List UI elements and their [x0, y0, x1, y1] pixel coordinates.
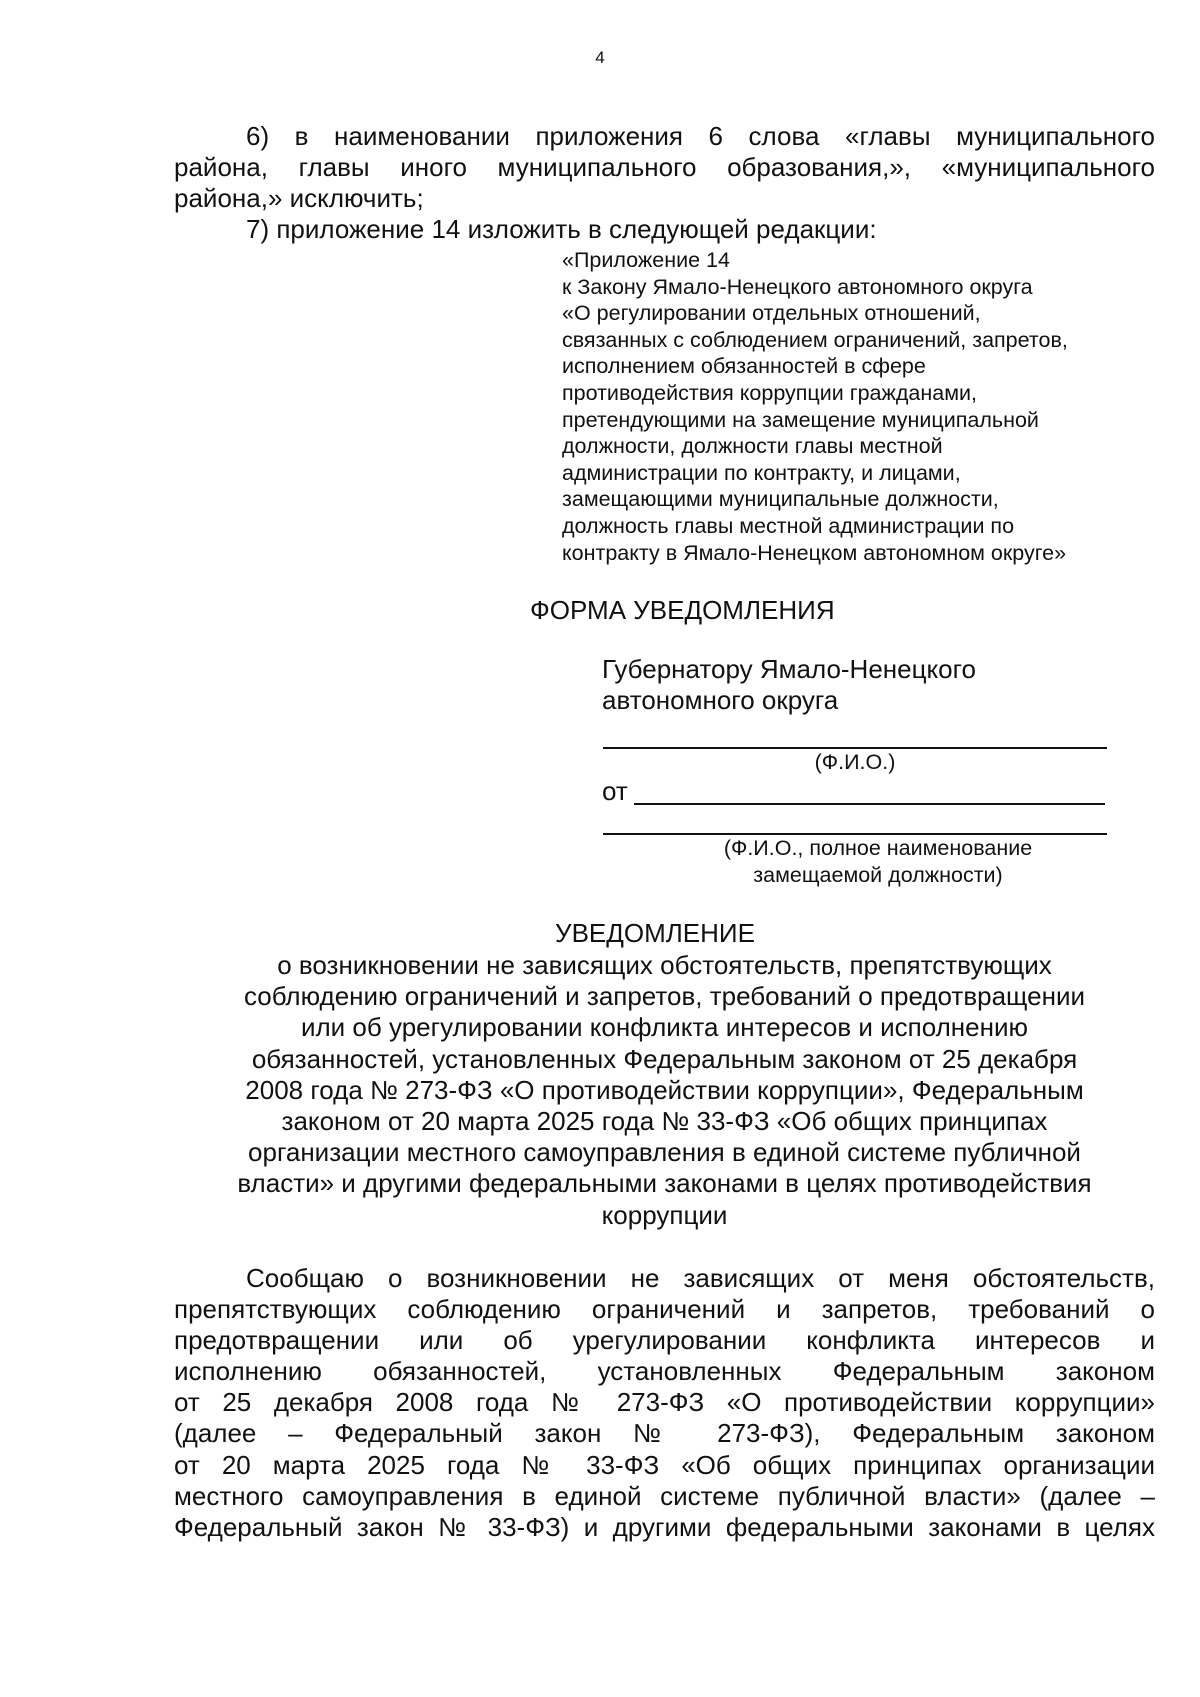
- notice-subtitle-line: коррупции: [601, 1199, 728, 1230]
- item-7-paragraph: [174, 214, 1155, 245]
- body-paragraph: [174, 1263, 1155, 1543]
- appendix-header-line: претендующими на замещение муниципальной: [562, 407, 1039, 432]
- body-line: (далее – Федеральный закон № 273-ФЗ), Федеральным законом: [174, 1418, 1155, 1449]
- body-line: местного самоуправления в единой системе публичной власти» (далее –: [174, 1480, 1155, 1511]
- fio-caption: (Ф.И.О.): [814, 750, 896, 774]
- body-line: предотвращении или об урегулировании конфликта интересов и: [174, 1325, 1155, 1356]
- appendix-header-line: «Приложение 14: [562, 248, 730, 272]
- page-number: 4: [595, 48, 605, 67]
- notice-subtitle-line: организации местного самоуправления в единой системе публичной: [248, 1137, 1081, 1168]
- body-line: от 20 марта 2025 года № 33-ФЗ «Об общих принципах организации: [174, 1449, 1155, 1480]
- item-6-line: района,» исключить;: [174, 183, 424, 213]
- addressee-line: автономного округа: [602, 685, 839, 715]
- appendix-header-line: связанных с соблюдением ограничений, запретов,: [562, 327, 1068, 352]
- appendix-header: [562, 247, 1182, 566]
- notice-subtitle: [174, 950, 1155, 1231]
- notice-subtitle-line: соблюдению ограничений и запретов, требований о предотвращении: [243, 981, 1086, 1012]
- appendix-header-line: должности, должности главы местной: [562, 434, 943, 459]
- body-line: от 25 декабря 2008 года № 273-ФЗ «О противодействии коррупции»: [174, 1387, 1155, 1418]
- notice-subtitle-line: обязанностей, установленных Федеральным законом от 25 декабря: [251, 1043, 1078, 1074]
- notice-title: УВЕДОМЛЕНИЕ: [555, 918, 755, 948]
- from-signature-line: [634, 803, 1105, 805]
- body-line: препятствующих соблюдению ограничений и запретов, требований о: [174, 1294, 1155, 1325]
- appendix-header-line: должность главы местной администрации по: [562, 513, 1015, 538]
- body-line: исполнению обязанностей, установленных Федеральным законом: [174, 1356, 1155, 1387]
- from-label: от: [602, 776, 628, 806]
- appendix-header-line: администрации по контракту, и лицами,: [562, 460, 961, 485]
- notice-subtitle-line: о возникновении не зависящих обстоятельств, препятствующих: [277, 950, 1052, 980]
- notice-subtitle-line: или об урегулировании конфликта интересов и исполнению: [300, 1012, 1029, 1043]
- body-line: Сообщаю о возникновении не зависящих от меня обстоятельств,: [246, 1263, 1155, 1293]
- form-title: ФОРМА УВЕДОМЛЕНИЯ: [530, 595, 835, 625]
- notice-subtitle-line: власти» и другими федеральными законами в целях противодействия: [237, 1168, 1092, 1199]
- body-line: Федеральный закон № 33-ФЗ) и другими федеральными законами в целях: [174, 1511, 1155, 1542]
- appendix-header-line: контракту в Ямало-Ненецком автономном округе»: [562, 540, 1067, 565]
- position-caption-line: (Ф.И.О., полное наименование: [723, 836, 1033, 860]
- item-7-line: 7) приложение 14 изложить в следующей редакции:: [246, 214, 877, 244]
- appendix-header-line: исполнением обязанностей в сфере: [562, 354, 926, 379]
- appendix-header-line: к Закону Ямало-Ненецкого автономного округа: [562, 274, 1033, 299]
- addressee-line: Губернатору Ямало-Ненецкого: [602, 654, 977, 684]
- notice-subtitle-line: 2008 года № 273-ФЗ «О противодействии коррупции», Федеральным: [245, 1074, 1084, 1105]
- position-caption: [648, 835, 1108, 889]
- appendix-header-line: замещающими муниципальные должности,: [562, 487, 999, 512]
- item-6-paragraph: [174, 121, 1155, 214]
- appendix-header-line: противодействия коррупции гражданами,: [562, 380, 977, 405]
- position-caption-line: замещаемой должности): [753, 863, 1003, 887]
- item-6-line: района, главы иного муниципального образования,», «муниципального: [174, 152, 1155, 182]
- appendix-header-line: «О регулировании отдельных отношений,: [562, 301, 981, 326]
- addressee-block: [602, 654, 976, 716]
- notice-subtitle-line: законом от 20 марта 2025 года № 33-ФЗ «Об общих принципах: [281, 1106, 1048, 1137]
- item-6-line: 6) в наименовании приложения 6 слова «главы муниципального: [246, 121, 1155, 151]
